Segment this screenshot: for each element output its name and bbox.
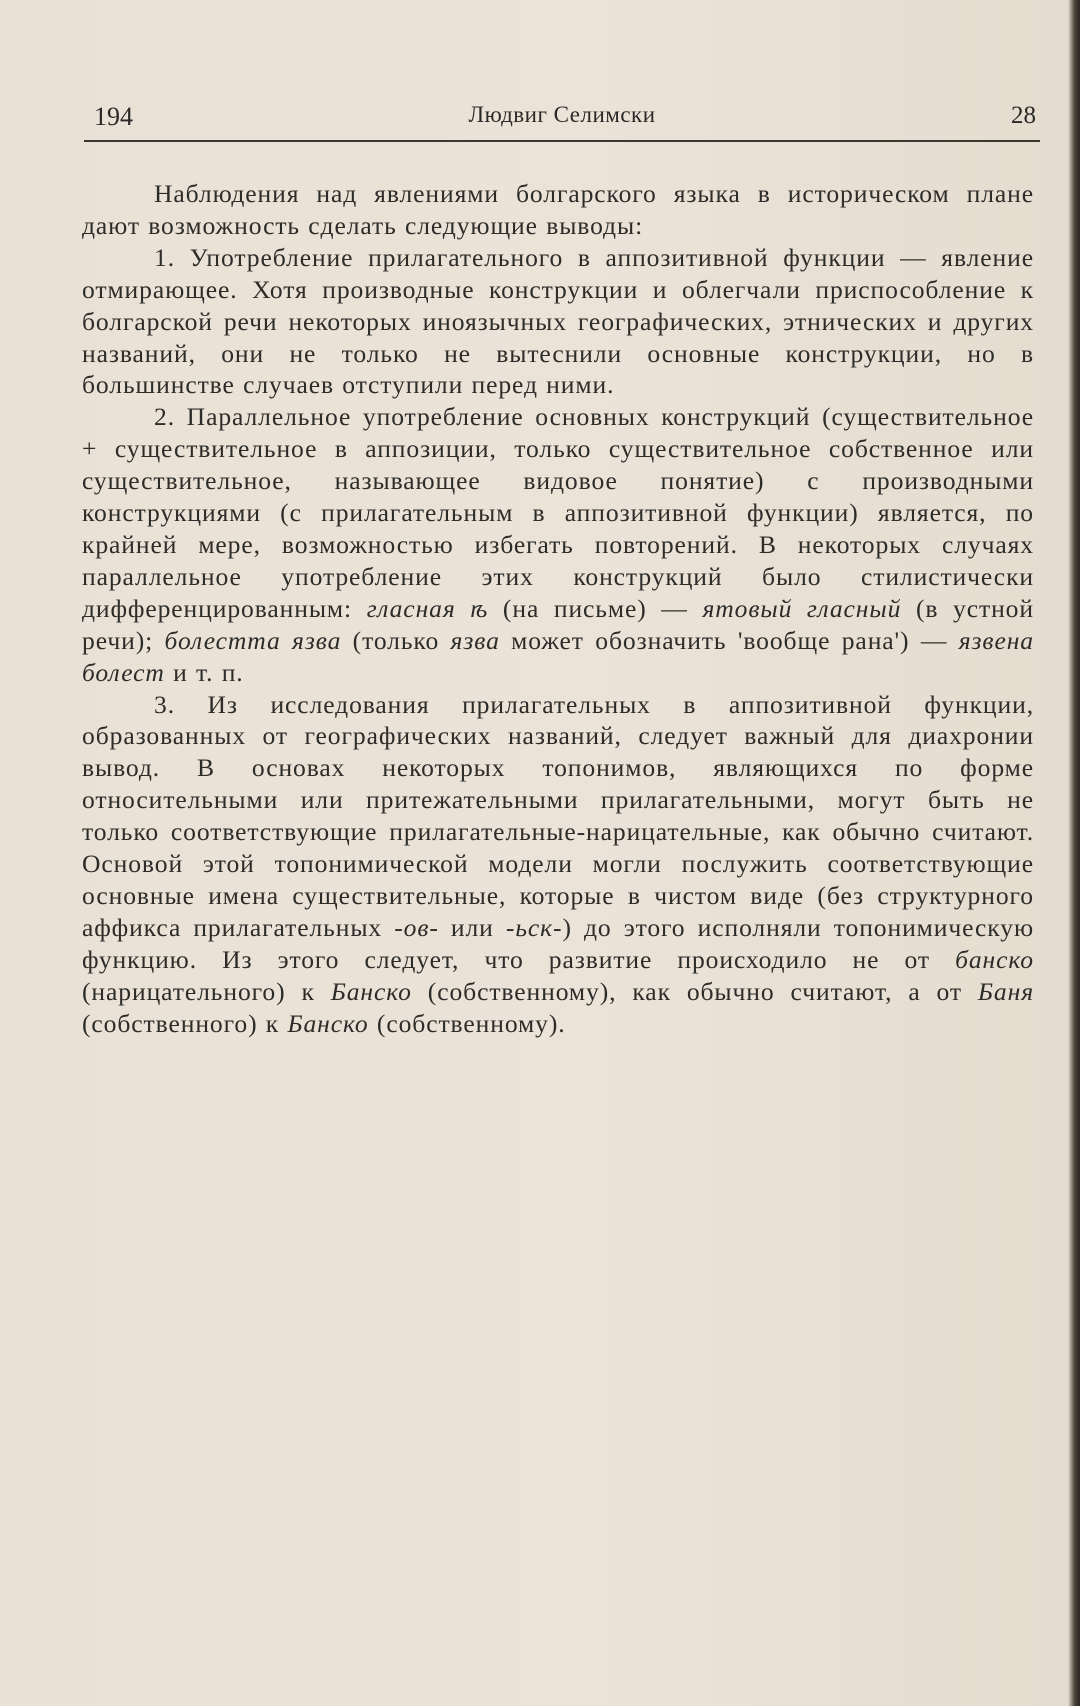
paragraph-text: (собственному), как обычно считают, а от [411, 976, 978, 1006]
italic-term: язвена болест [82, 625, 1034, 687]
italic-term: -ов- [394, 912, 439, 942]
paragraph-text: (собственному). [368, 1008, 566, 1038]
page-number: 194 [94, 102, 133, 131]
page-header [84, 96, 1040, 142]
paragraph-conclusion-2 [82, 401, 1034, 688]
paragraph-text: 2. Параллельное употребление основных конструкций (существительное + существительное в аппозиции, только существительное собственное или существительное, называющее видовое понятие) с производными конструкциями (с прилагательным в аппозитивной функции) является, по крайней мере, возможностью избегать повторений. В некоторых случаях параллельное употребление этих конструкций было стилистически дифференцированным: [82, 402, 1034, 623]
italic-term: Банско [330, 976, 412, 1006]
paragraph-text: (в устной речи); [82, 593, 1034, 655]
body-text [82, 178, 1034, 1039]
paragraph-conclusion-1 [82, 242, 1034, 402]
paragraph-text: может обозначить 'вообще рана') — [499, 625, 959, 655]
paragraph-text: ) до этого исполняли топонимическую функцию. Из этого следует, что развитие происходило не от [82, 912, 1034, 974]
paragraph-text: и т. п. [164, 657, 244, 687]
paragraph-text: или [438, 912, 506, 942]
italic-term: Банско [287, 1008, 369, 1038]
book-spine-shadow [1068, 0, 1080, 1706]
italic-term: язва [450, 625, 500, 655]
paragraph-intro [82, 178, 1034, 242]
italic-term: Баня [977, 976, 1034, 1006]
header-rule [84, 140, 1040, 142]
paragraph-text: (нарицательного) к [82, 976, 331, 1006]
paragraph-text: (только [341, 625, 451, 655]
paragraph-text: Наблюдения над явлениями болгарского языка в историческом плане дают возможность сделать следующие выводы: [82, 179, 1034, 240]
paragraph-text: 1. Употребление прилагательного в аппозитивной функции — явление отмирающее. Хотя производные конструкции и облегчали приспособление к болгарской речи некоторых иноязычных географических, этнических и других названий, они не только не вытеснили основные конструкции, но в большинстве случаев отступили перед ними. [82, 242, 1034, 400]
chapter-number: 28 [1011, 102, 1036, 129]
italic-term: болестта язва [164, 625, 342, 655]
italic-term: гласная ѣ [366, 593, 489, 623]
italic-term: банско [955, 944, 1034, 974]
paragraph-text: (на письме) — [488, 593, 703, 623]
running-title: Людвиг Селимски [468, 102, 656, 127]
italic-term: -ьск- [505, 912, 563, 942]
paragraph-conclusion-3 [82, 689, 1034, 1040]
paragraph-text: (собственного) к [82, 1008, 288, 1038]
paragraph-text: 3. Из исследования прилагательных в аппозитивной функции, образованных от географических названий, следует важный для диахронии вывод. В основах некоторых топонимов, являющихся по форме относительными или притежательными прилагательными, могут быть не только соответствующие прилагательные-нарицательные, как обычно считают. Основой этой топонимической модели могли послужить соответствующие основные имена существительные, которые в чистом виде (без структурного аффикса прилагательных [82, 689, 1034, 942]
italic-term: ятовый гласный [702, 593, 902, 623]
